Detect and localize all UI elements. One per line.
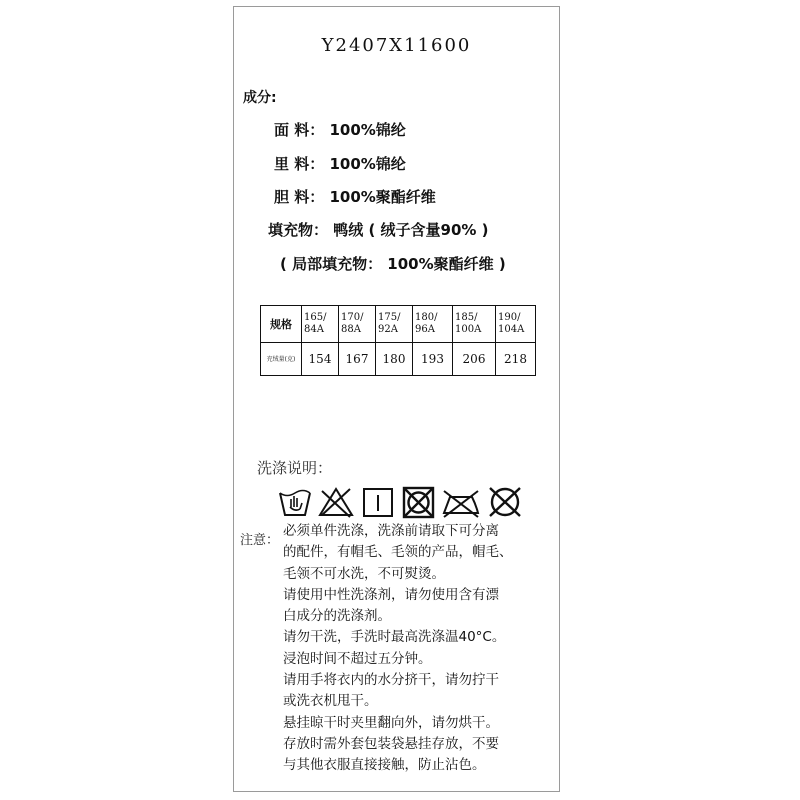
fill-weight-cell: 154 — [302, 343, 339, 376]
size-cell: 170/ 88A — [339, 306, 376, 343]
fill-weight-cell: 193 — [413, 343, 453, 376]
care-notes — [283, 521, 553, 777]
size-cell: 185/ 100A — [453, 306, 496, 343]
line-dry-icon — [364, 489, 392, 516]
care-symbols — [278, 485, 548, 519]
size-table — [260, 305, 536, 376]
note-label: 注意： — [240, 533, 280, 548]
care-note-line: 或洗衣机甩干。 — [283, 693, 378, 710]
product-code: Y2407X11600 — [321, 35, 472, 56]
washing-title: 洗涤说明： — [257, 459, 333, 477]
care-note-line: 浸泡时间不超过五分钟。 — [283, 650, 432, 667]
fill-weight-row — [261, 343, 536, 376]
size-cell: 175/ 92A — [376, 306, 413, 343]
do-not-dry-clean-icon — [490, 488, 520, 516]
hand-wash-icon — [280, 491, 310, 516]
do-not-tumble-dry-icon — [404, 488, 433, 517]
care-note-line: 请勿干洗，手洗时最高洗涤温40°C。 — [283, 629, 506, 646]
size-header-label: 规格 — [261, 306, 302, 343]
composition-heading: 成分: — [243, 90, 277, 106]
care-note-line: 与其他衣服直接接触，防止沾色。 — [283, 757, 486, 774]
size-cell: 190/ 104A — [496, 306, 536, 343]
fill-weight-cell: 167 — [339, 343, 376, 376]
size-cell: 180/ 96A — [413, 306, 453, 343]
fill-weight-cell: 180 — [376, 343, 413, 376]
care-note-line: 悬挂晾干时夹里翻向外，请勿烘干。 — [283, 714, 499, 731]
size-row — [261, 306, 536, 343]
fill-weight-label: 充绒量(克) — [261, 343, 302, 376]
fill-weight-cell: 206 — [453, 343, 496, 376]
composition-shell: 面 料： 100%锦纶 — [274, 121, 406, 139]
care-note-line: 白成分的洗涤剂。 — [283, 608, 391, 625]
composition-lining: 里 料： 100%锦纶 — [274, 155, 406, 173]
care-note-line: 必须单件洗涤，洗涤前请取下可分离 — [283, 523, 499, 539]
size-cell: 165/ 84A — [302, 306, 339, 343]
composition-inner: 胆 料： 100%聚酯纤维 — [274, 188, 436, 206]
care-note-line: 存放时需外套包装袋悬挂存放，不要 — [283, 735, 499, 752]
do-not-bleach-icon — [320, 489, 352, 517]
care-note-line: 的配件，有帽毛、毛领的产品，帽毛、 — [283, 544, 513, 561]
care-note-line: 毛领不可水洗，不可熨烫。 — [283, 565, 445, 582]
do-not-iron-icon — [444, 491, 478, 517]
composition-partial-filling: ( 局部填充物： 100%聚酯纤维 ) — [280, 255, 506, 273]
fill-weight-cell: 218 — [496, 343, 536, 376]
care-label — [233, 6, 560, 792]
care-note-line: 请使用中性洗涤剂，请勿使用含有漂 — [283, 586, 499, 603]
care-note-line: 请用手将衣内的水分挤干，请勿拧干 — [283, 672, 499, 689]
composition-filling: 填充物： 鸭绒 ( 绒子含量90% ) — [268, 221, 489, 239]
